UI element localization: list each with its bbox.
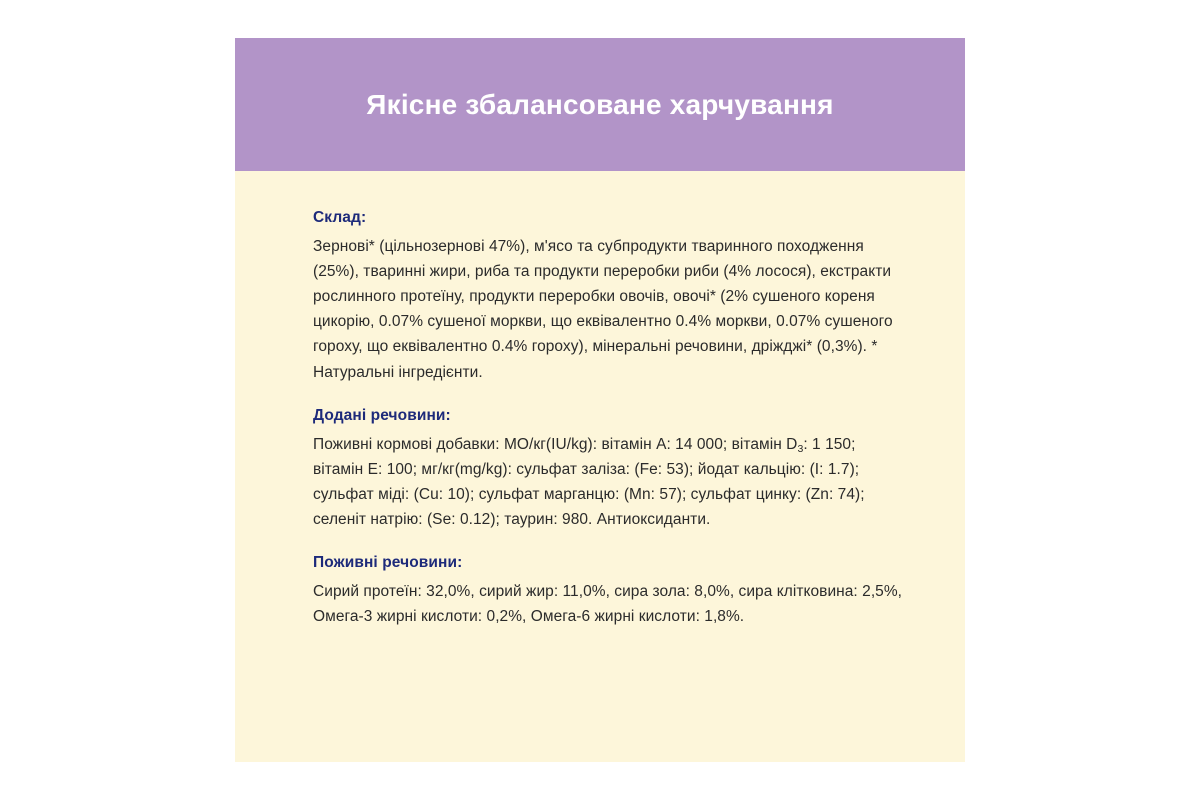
panel-header [235, 38, 965, 171]
vitamin-d3-subscript: 3 [797, 442, 804, 455]
section-composition-title: Склад: [313, 209, 367, 226]
section-additives-body-part-1: Поживні кормові добавки: МО/кг(IU/kg): вітамін А: 14 000; вітамін D [313, 435, 798, 453]
product-info-panel [235, 38, 965, 762]
section-composition [313, 209, 909, 385]
section-additives-title: Додані речовини: [313, 406, 451, 424]
section-additives-body-part-2: : 1 150; вітамін Е: 100; мг/кг(mg/kg): сульфат заліза: (Fe: 53); йодат кальцію: (I: 1.7); сульфат міді: (Cu: 10); сульфат марганцю: (Mn: 57); сульфат цинку: (Zn: 74); селеніт натрію: (Se: 0.12); таурин: 980. Антиоксиданти. [313, 435, 865, 528]
header-title: Якісне збалансоване харчування [366, 88, 834, 120]
section-additives [313, 407, 909, 532]
section-nutrients [313, 554, 909, 629]
panel-content [235, 171, 965, 629]
section-composition-body: Зернові* (цільнозернові 47%), м'ясо та субпродукти тваринного походження (25%), тваринні жири, риба та продукти переробки риби (4% лосося), екстракти рослинного протеїну, продукти переробки овочів, овочі* (2% сушеного кореня цикорію, 0.07% сушеної моркви, що еквівалентно 0.4% моркви, 0.07% сушеного гороху, що еквівалентно 0.4% гороху), мінеральні речовини, дріжджі* (0,3%). * Натуральні інгредієнти. [313, 238, 893, 381]
section-nutrients-body: Сирий протеїн: 32,0%, сирий жир: 11,0%, сира зола: 8,0%, сира клітковина: 2,5%, Омега-3 жирні кислоти: 0,2%, Омега-6 жирні кислоти: 1,8%. [313, 583, 903, 626]
section-nutrients-title: Поживні речовини: [313, 554, 463, 572]
section-additives-body [313, 432, 909, 532]
